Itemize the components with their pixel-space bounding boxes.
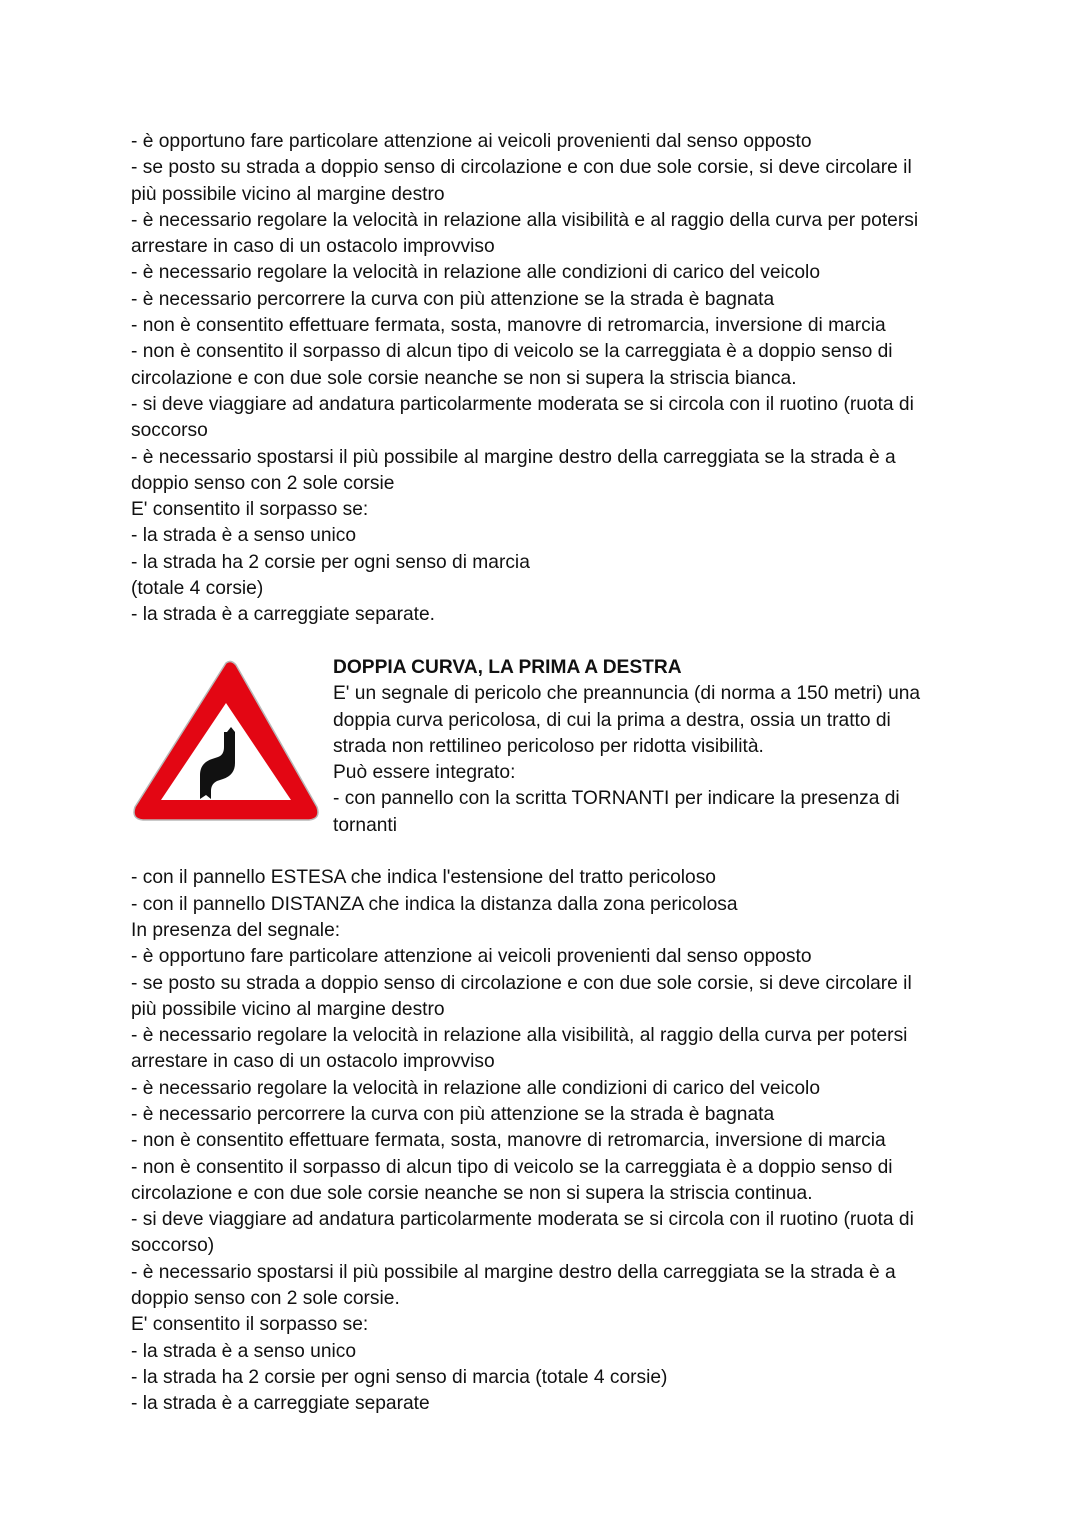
text-line: - non è consentito il sorpasso di alcun tipo di veicolo se la carreggiata è a doppio senso di xyxy=(131,341,893,363)
text-line: - è necessario percorrere la curva con più attenzione se la strada è bagnata xyxy=(131,1104,775,1125)
text-line: - non è consentito effettuare fermata, sosta, manovre di retromarcia, inversione di marcia xyxy=(131,315,886,337)
text-line: E' un segnale di pericolo che preannuncia (di norma a 150 metri) una xyxy=(333,683,921,705)
text-line: E' consentito il sorpasso se: xyxy=(131,499,369,521)
text-line: - è necessario spostarsi il più possibile al margine destro della carreggiata se la strada è a xyxy=(131,1261,896,1283)
text-line: - è necessario percorrere la curva con più attenzione se la strada è bagnata xyxy=(131,288,775,310)
text-line: arrestare in caso di un ostacolo improvviso xyxy=(131,236,495,258)
text-line: - la strada è a senso unico xyxy=(131,1340,357,1362)
section-double-curve-sign xyxy=(131,655,961,1418)
text-line: doppio senso con 2 sole corsie xyxy=(131,472,395,494)
double-curve-right-warning-sign-icon xyxy=(131,657,321,825)
text-line: - con il pannello ESTESA che indica l'estensione del tratto pericoloso xyxy=(131,867,716,889)
section-previous-sign-rules xyxy=(131,129,961,629)
text-line: doppia curva pericolosa, di cui la prima a destra, ossia un tratto di xyxy=(333,709,891,731)
text-line: - si deve viaggiare ad andatura particolarmente moderata se si circola con il ruotino (ruota di xyxy=(131,393,914,415)
text-line: strada non rettilineo pericoloso per ridotta visibilità. xyxy=(333,735,764,757)
text-line: - è necessario regolare la velocità in relazione alle condizioni di carico del veicolo xyxy=(131,1077,820,1099)
text-line: più possibile vicino al margine destro xyxy=(131,183,445,205)
text-line: - è opportuno fare particolare attenzione ai veicoli provenienti dal senso opposto xyxy=(131,131,812,152)
text-line: - è necessario regolare la velocità in relazione alla visibilità e al raggio della curva per potersi xyxy=(131,209,919,231)
text-line: - la strada è a carreggiate separate xyxy=(131,1393,430,1415)
text-line: - è necessario regolare la velocità in relazione alle condizioni di carico del veicolo xyxy=(131,262,820,284)
text-line: - la strada ha 2 corsie per ogni senso di marcia xyxy=(131,551,530,573)
text-line: E' consentito il sorpasso se: xyxy=(131,1314,369,1336)
text-line: - è necessario spostarsi il più possibile al margine destro della carreggiata se la strada è a xyxy=(131,446,896,468)
text-line: - la strada è a senso unico xyxy=(131,525,357,547)
sign-rules xyxy=(131,865,961,1417)
text-line: - la strada è a carreggiate separate. xyxy=(131,604,435,626)
sign-description xyxy=(333,655,963,839)
text-line: - non è consentito il sorpasso di alcun tipo di veicolo se la carreggiata è a doppio senso di xyxy=(131,1156,893,1178)
text-line: - se posto su strada a doppio senso di circolazione e con due sole corsie, si deve circolare il xyxy=(131,972,912,994)
text-line: - se posto su strada a doppio senso di circolazione e con due sole corsie, si deve circolare il xyxy=(131,157,912,179)
text-line: circolazione e con due sole corsie neanche se non si supera la striscia continua. xyxy=(131,1182,813,1204)
text-line: arrestare in caso di un ostacolo improvviso xyxy=(131,1051,495,1073)
text-line: In presenza del segnale: xyxy=(131,919,341,941)
text-line: soccorso) xyxy=(131,1235,215,1257)
text-line: doppio senso con 2 sole corsie. xyxy=(131,1288,400,1310)
text-line: più possibile vicino al margine destro xyxy=(131,998,445,1020)
document-page xyxy=(131,129,961,1418)
text-line: - si deve viaggiare ad andatura particolarmente moderata se si circola con il ruotino (ruota di xyxy=(131,1209,914,1231)
text-line: circolazione e con due sole corsie neanche se non si supera la striscia bianca. xyxy=(131,367,797,389)
text-line: - è opportuno fare particolare attenzione ai veicoli provenienti dal senso opposto xyxy=(131,946,812,968)
text-line: tornanti xyxy=(333,814,397,836)
sign-header-block xyxy=(131,655,961,865)
section-title: DOPPIA CURVA, LA PRIMA A DESTRA xyxy=(333,656,682,678)
text-line: - con pannello con la scritta TORNANTI per indicare la presenza di xyxy=(333,788,900,810)
text-line: (totale 4 corsie) xyxy=(131,578,264,600)
text-line: Può essere integrato: xyxy=(333,762,516,784)
text-line: - la strada ha 2 corsie per ogni senso di marcia (totale 4 corsie) xyxy=(131,1366,668,1388)
text-line: soccorso xyxy=(131,420,208,442)
text-line: - con il pannello DISTANZA che indica la distanza dalla zona pericolosa xyxy=(131,893,738,915)
text-line: - è necessario regolare la velocità in relazione alla visibilità, al raggio della curva per potersi xyxy=(131,1025,908,1047)
text-line: - non è consentito effettuare fermata, sosta, manovre di retromarcia, inversione di marcia xyxy=(131,1130,886,1152)
